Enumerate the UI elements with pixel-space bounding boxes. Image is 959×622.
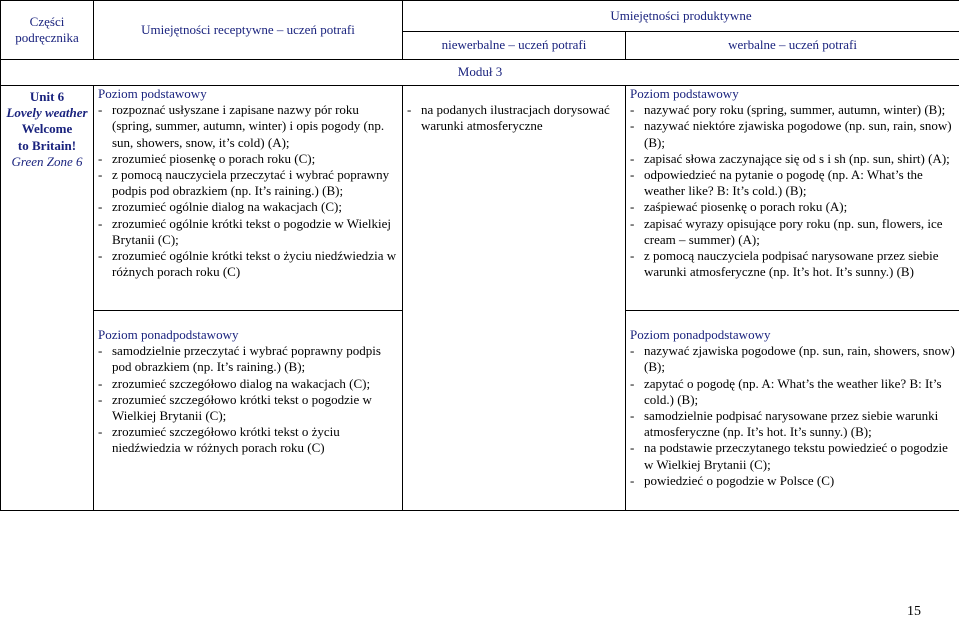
list-item: - odpowiedzieć na pytanie o pogodę (np. A: What’s the weather like? B: It’s cold.) (B); — [630, 167, 955, 199]
header-parts: Części podręcznika — [1, 1, 94, 60]
advanced-verbal-list — [630, 343, 955, 489]
header-receptive: Umiejętności receptywne – uczeń potrafi — [94, 1, 403, 60]
level-title: Poziom podstawowy — [630, 86, 739, 101]
advanced-verbal-cell — [626, 311, 959, 511]
advanced-receptive-list — [98, 343, 398, 456]
list-item: - samodzielnie podpisać narysowane przez siebie warunki atmosferyczne (np. It’s hot. It’s sunny.) (B); — [630, 408, 955, 440]
basic-verbal-cell — [626, 86, 959, 311]
list-item: - z pomocą nauczyciela podpisać narysowane przez siebie warunki atmosferyczne (np. It’s hot. It’s sunny.) (B) — [630, 248, 955, 280]
list-item: - nazywać pory roku (spring, summer, autumn, winter) (B); — [630, 102, 955, 118]
unit-number: Unit 6 — [29, 89, 65, 104]
list-item: - zrozumieć ogólnie krótki tekst o życiu niedźwiedzia w różnych porach roku (C) — [98, 248, 398, 280]
nonverbal-list — [407, 102, 621, 134]
list-item: - zrozumieć piosenkę o porach roku (C); — [98, 151, 398, 167]
list-item: - zapytać o pogodę (np. A: What’s the weather like? B: It’s cold.) (B); — [630, 376, 955, 408]
basic-receptive-cell — [94, 86, 403, 311]
list-item: - z pomocą nauczyciela przeczytać i wybrać poprawny podpis pod obrazkiem (np. It’s raining.) (B); — [98, 167, 398, 199]
list-item: - zapisać wyrazy opisujące pory roku (np. sun, flowers, ice cream – summer) (A); — [630, 216, 955, 248]
level-title: Poziom ponadpodstawowy — [630, 327, 771, 342]
page-number: 15 — [907, 604, 921, 619]
list-item: - na podanych ilustracjach dorysować warunki atmosferyczne — [407, 102, 621, 134]
list-item: - zrozumieć szczegółowo dialog na wakacjach (C); — [98, 376, 398, 392]
list-item: - zrozumieć ogólnie krótki tekst o pogodzie w Wielkiej Brytanii (C); — [98, 216, 398, 248]
list-item: - zaśpiewać piosenkę o porach roku (A); — [630, 199, 955, 215]
list-item: - zrozumieć szczegółowo krótki tekst o pogodzie w Wielkiej Brytanii (C); — [98, 392, 398, 424]
list-item: - zapisać słowa zaczynające się od s i sh (np. sun, shirt) (A); — [630, 151, 955, 167]
nonverbal-cell — [403, 86, 626, 511]
unit-welcome: Welcome — [21, 121, 73, 137]
header-verbal: werbalne – uczeń potrafi — [626, 32, 959, 60]
list-item: - powiedzieć o pogodzie w Polsce (C) — [630, 473, 955, 489]
list-item: - nazywać zjawiska pogodowe (np. sun, rain, showers, snow) (B); — [630, 343, 955, 375]
list-item: - nazywać niektóre zjawiska pogodowe (np. sun, rain, snow) (B); — [630, 118, 955, 150]
list-item: - rozpoznać usłyszane i zapisane nazwy pór roku (spring, summer, autumn, winter) i opis pogody (np. sun, showers, snow, it’s cold) (A); — [98, 102, 398, 151]
advanced-receptive-cell — [94, 311, 403, 511]
level-title: Poziom podstawowy — [98, 86, 207, 101]
header-productive: Umiejętności produktywne — [403, 1, 959, 32]
level-title: Poziom ponadpodstawowy — [98, 327, 239, 342]
module-title: Moduł 3 — [1, 60, 959, 86]
unit-britain: to Britain! — [17, 137, 77, 153]
unit-cell — [1, 86, 94, 511]
list-item: - zrozumieć ogólnie dialog na wakacjach (C); — [98, 199, 398, 215]
header-nonverbal: niewerbalne – uczeń potrafi — [403, 32, 626, 60]
basic-verbal-list — [630, 102, 955, 280]
unit-green-zone: Green Zone 6 — [11, 153, 83, 169]
basic-receptive-list — [98, 102, 398, 280]
list-item: - na podstawie przeczytanego tekstu powiedzieć o pogodzie w Wielkiej Brytanii (C); — [630, 440, 955, 472]
list-item: - samodzielnie przeczytać i wybrać poprawny podpis pod obrazkiem (np. It’s raining.) (B); — [98, 343, 398, 375]
unit-title: Lovely weather — [6, 105, 88, 121]
list-item: - zrozumieć szczegółowo krótki tekst o życiu niedźwiedzia w różnych porach roku (C) — [98, 424, 398, 456]
